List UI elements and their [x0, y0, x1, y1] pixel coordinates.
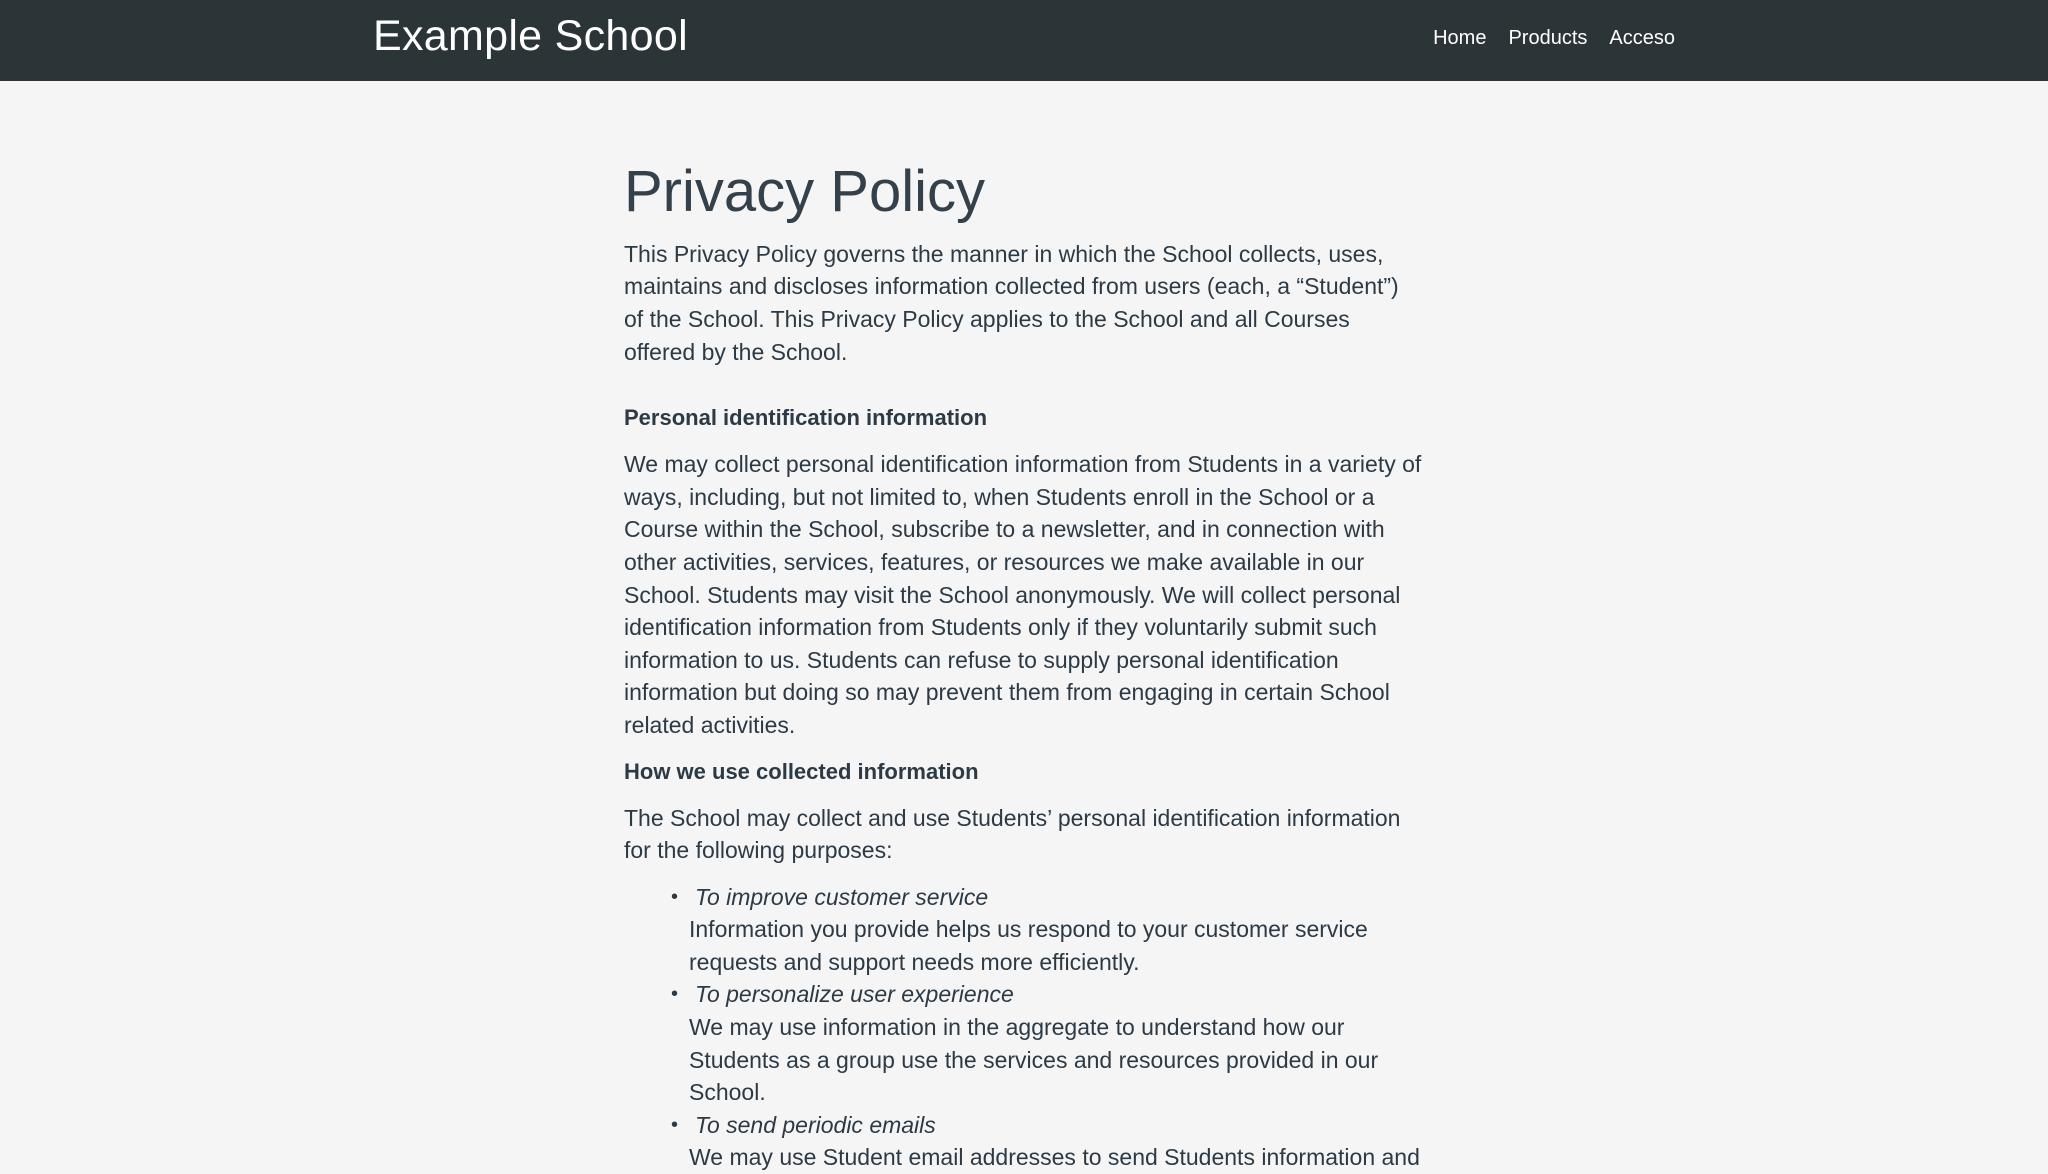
section-body-use-info: The School may collect and use Students’ personal identification information for the following purposes:: [624, 804, 1401, 864]
list-item: [671, 978, 1424, 1108]
bullet-icon: •: [671, 885, 679, 908]
purpose-title: To improve customer service: [695, 883, 989, 910]
intro-paragraph: This Privacy Policy governs the manner in which the School collects, uses, maintains and discloses information collected from users (each, a “Student”) of the School. This Privacy Policy applies to the School and all Courses offered by the School.: [624, 240, 1399, 365]
purpose-description: We may use information in the aggregate to understand how our Students as a group use the services and resources provided in our School.: [689, 1014, 1379, 1106]
main-content: [624, 160, 1424, 1174]
section-body-personal-info: We may collect personal identification information from Students in a variety of ways, including, but not limited to, when Students enroll in the School or a Course within the School, subscribe to a newsletter, and in connection with other activities, services, features, or resources we make available in our School. Students may visit the School anonymously. We will collect personal identification information from Students only if they voluntarily submit such information to us. Students can refuse to supply personal identification information but doing so may prevent them from engaging in certain School related activities.: [624, 451, 1422, 738]
bullet-icon: •: [671, 983, 679, 1006]
list-item: [671, 881, 1424, 979]
purpose-title: To personalize user experience: [695, 981, 1014, 1008]
nav-links: [1433, 27, 1675, 50]
purpose-description: We may use Student email addresses to send Students information and: [689, 1144, 1420, 1171]
purpose-title: To send periodic emails: [695, 1111, 936, 1138]
section-heading-use-info: How we use collected information: [624, 758, 979, 784]
section-heading-personal-info: Personal identification information: [624, 405, 988, 431]
nav-login-link[interactable]: Acceso: [1609, 27, 1675, 49]
purpose-description: Information you provide helps us respond to your customer service requests and support needs more efficiently.: [689, 916, 1368, 975]
page-title: Privacy Policy: [624, 159, 985, 224]
nav-home-link[interactable]: Home: [1433, 27, 1487, 49]
bullet-icon: •: [671, 1113, 679, 1136]
brand-logo-link[interactable]: Example School: [373, 12, 688, 60]
purposes-list: [624, 881, 1424, 1174]
list-item: [671, 1109, 1424, 1174]
nav-products-link[interactable]: Products: [1508, 27, 1588, 49]
top-navbar: [0, 0, 2048, 81]
